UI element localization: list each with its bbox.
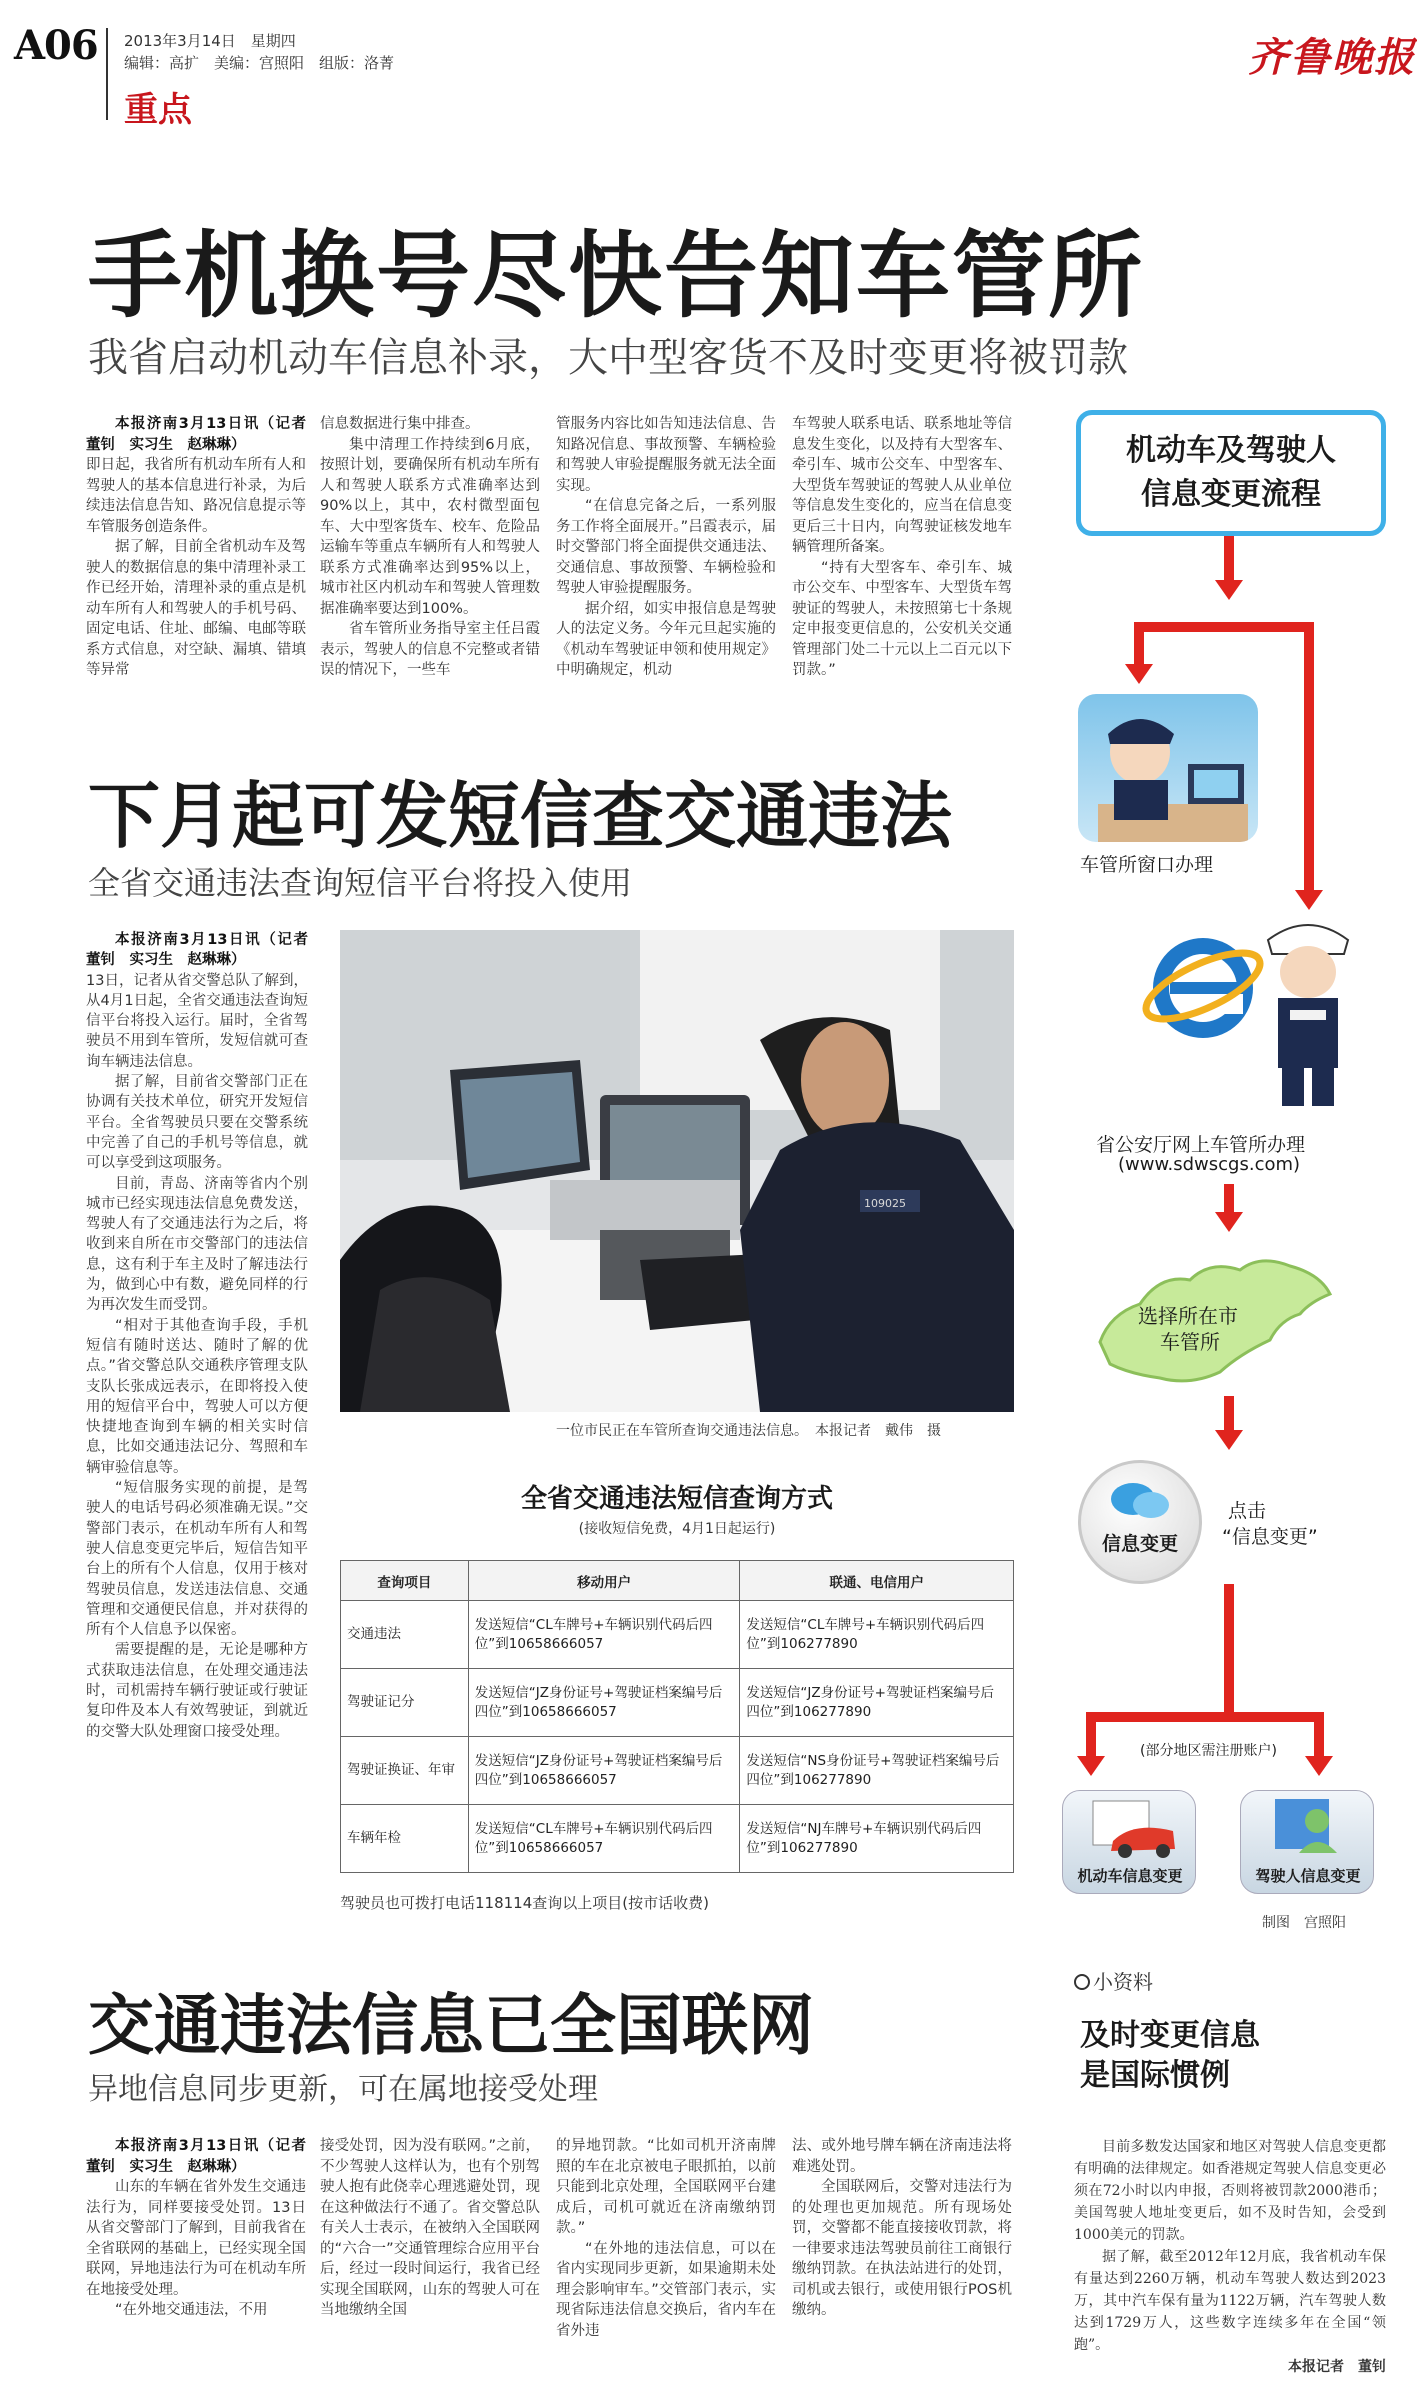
table-header-row [341, 1561, 1014, 1601]
flow-title-box [1076, 410, 1386, 536]
header-divider [106, 28, 108, 120]
table-row [341, 1805, 1014, 1873]
story2-subhead: 全省交通违法查询短信平台将投入使用 [88, 864, 633, 902]
table-cell: 发送短信“NS身份证号+驾驶证档案编号后四位”到106277890 [740, 1737, 1014, 1805]
story1-col1: 本报济南3月13日讯（记者 董钊 实习生 赵琳琳） 即日起，我省所有机动车所有人和驾驶人的基本信息进行补录，为后续违法信息告知、路况信息提示等车管服务创造条件。 据了解，目前全省机动车及驾驶人的数据信息的集中清理补录工作已经开始，清理补录的重点是机动车所有人和驾驶人的手机号码、固定电话、住址、邮编、电邮等联系方式信息，对空缺、漏填、错填等异常 [86, 416, 306, 678]
arrow-down-icon [1215, 580, 1243, 600]
table-subtitle: (接收短信免费，4月1日起运行) [578, 1521, 776, 1537]
table-cell: 驾驶证换证、年审 [341, 1737, 469, 1805]
vehicle-info-change-tile [1062, 1790, 1196, 1894]
flow-connector [1224, 536, 1234, 582]
table-cell: 发送短信“CL车牌号+车辆识别代码后四位”到10658666057 [468, 1601, 740, 1669]
story2-headline: 下月起可发短信查交通违法 [88, 774, 953, 858]
story3-col3: 的异地罚款。“比如司机开济南牌照的车在北京被电子眼抓拍，以前只能到北京处理，全国联网平台建成后，司机可就近在济南缴纳罚款。” “在外地的违法信息，可以在省内实现同步更新，如果逾期未处理会影响审车。”交管部门表示，实现省际违法信息交换后，省内车在省外违 [556, 2138, 776, 2339]
arrow-down-icon [1125, 664, 1153, 684]
story3-col1: 本报济南3月13日讯（记者 董钊 实习生 赵琳琳） 山东的车辆在省外发生交通违法行为，同样要接受处罚。13日从省交警部门了解到，目前我省在全省联网的基础上，已经实现全国联网，异地违法行为可在机动车所在地接受处理。 “在外地交通违法，不用 [86, 2138, 306, 2318]
flow-connector [1224, 1396, 1234, 1432]
table-header: 移动用户 [468, 1561, 740, 1601]
option-left-label: 机动车信息变更 [1077, 1867, 1183, 1885]
counter-service-image [1078, 694, 1258, 842]
newspaper-logo: 齐鲁晚报 [1248, 34, 1416, 81]
table-cell: 交通违法 [341, 1601, 469, 1669]
story1-subhead: 我省启动机动车信息补录，大中型客货不及时变更将被罚款 [88, 335, 1128, 381]
traffic-police-icon [1248, 910, 1368, 1110]
arrow-down-icon [1215, 1430, 1243, 1450]
click-hint-line2: “信息变更” [1222, 1526, 1318, 1548]
driver-info-change-tile [1240, 1790, 1374, 1894]
table-cell: 发送短信“CL车牌号+车辆识别代码后四位”到106277890 [740, 1601, 1014, 1669]
arrow-down-icon [1077, 1756, 1105, 1776]
story1-headline: 手机换号尽快告知车管所 [88, 222, 1145, 331]
flow-credit: 制图 宫照阳 [1262, 1915, 1346, 1931]
sidebar-title-line2: 是国际惯例 [1080, 2058, 1230, 2093]
map-label-line2: 车管所 [1160, 1330, 1220, 1354]
news-photo [340, 930, 1014, 1412]
flow-connector [1224, 1584, 1234, 1720]
arrow-down-icon [1215, 1212, 1243, 1232]
flow-connector [1134, 622, 1144, 666]
section-title: 重点 [124, 90, 192, 130]
table-cell: 车辆年检 [341, 1805, 469, 1873]
story2-text: 本报济南3月13日讯（记者 董钊 实习生 赵琳琳） 13日，记者从省交警总队了解到，从4月1日起，全省交通违法查询短信平台将投入运行。届时，全省驾驶员不用到车管所，发短信就可查询车辆违法信息。 据了解，目前省交警部门正在协调有关技术单位，研究开发短信平台。全省驾驶员只要在交警系统中完善了自己的手机号等信息，就可以享受到这项服务。 目前，青岛、济南等省内个别城市已经实现违法信息免费发送，驾驶人有了交通违法行为之后，将收到来自所在市交警部门的违法信息，这有利于车主及时了解违法行为，做到心中有数，避免同样的行为再次发生而受罚。 “相对于其他查询手段，手机短信有随时送达、随时了解的优点。”省交警总队交通秩序管理支队支队长张成远表示，在即将投入使用的短信平台中，驾驶人可以方便快捷地查询到车辆的相关实时信息，比如交通违法记分、驾照和车辆审验信息等。 “短信服务实现的前提，是驾驶人的电话号码必须准确无误。”交警部门表示，在机动车所有人和驾驶人信息变更完毕后，短信告知平台上的所有个人信息，仅用于核对驾驶员信息，发送违法信息、交通管理和交通便民信息，并对获得的所有个人信息予以保密。 需要提醒的是，无论是哪种方式获取违法信息，在处理交通违法时，司机需持车辆行驶证或行驶证复印件及本人有效驾驶证，到就近的交警大队处理窗口接受处理。 [86, 932, 308, 1740]
story1-col4: 车驾驶人联系电话、联系地址等信息发生变化，以及持有大型客车、牵引车、城市公交车、中型客车、大型货车驾驶证的驾驶人从业单位等信息发生变化的，应当在信息变更后三十日内，向驾驶证核发地车辆管理所备案。 “持有大型客车、牵引车、城市公交车、中型客车、大型货车驾驶证的驾驶人，未按照第七十条规定申报变更信息的，公安机关交通管理部门处二十元以上二百元以下罚款。” [792, 416, 1012, 678]
photo-badge-number: 109025 [864, 1197, 906, 1210]
photo-illustration [340, 930, 1014, 1412]
table-row [341, 1601, 1014, 1669]
issue-date: 2013年3月14日 星期四 [124, 32, 296, 50]
sidebar-credit: 本报记者 董钊 [1288, 2359, 1386, 2375]
sms-query-table [340, 1560, 1014, 1873]
table-note: 驾驶员也可拨打电话118114查询以上项目(按市话收费) [340, 1894, 709, 1912]
story3-col4: 法、或外地号牌车辆在济南违法将难逃处罚。 全国联网后，交警对违法行为的处理也更加规范。所有现场处罚，交警都不能直接接收罚款，将一律要求违法驾驶员前往工商银行缴纳罚款。在执法站进行的处罚，司机或去银行，或使用银行POS机缴纳。 [792, 2138, 1012, 2318]
flow-connector [1086, 1712, 1096, 1758]
sidebar-body: 目前多数发达国家和地区对驾驶人信息变更都有明确的法律规定。如香港规定驾驶人信息变更必须在72小时以内申报，否则将被罚款2000港币；美国驾驶人地址变更后，如不及时告知，会受到1000美元的罚款。 据了解，截至2012年12月底，我省机动车保有量达到2260万辆，机动车驾驶人数达到2023万，其中汽车保有量为1122万辆，汽车驾驶人数达到1729万人，这些数字连续多年在全国“领跑”。 本报记者 董钊 [1074, 2136, 1386, 2378]
table-row [341, 1737, 1014, 1805]
flow-connector [1314, 1712, 1324, 1758]
flow-connector [1304, 622, 1314, 892]
flow-title-line2: 信息变更流程 [1141, 477, 1321, 512]
flow-connector [1134, 622, 1314, 632]
info-change-label: 信息变更 [1101, 1533, 1178, 1555]
register-note: (部分地区需注册账户) [1140, 1743, 1277, 1759]
story3-col2: 接受处罚，因为没有联网。”之前，不少驾驶人这样认为，也有个别驾驶人抱有此侥幸心理逃避处罚，现在这种做法行不通了。省交警总队有关人士表示，在被纳入全国联网的“六合一”交通管理综合应用平台后，经过一段时间运行，我省已经实现全国联网，山东的驾驶人可在当地缴纳全国 [320, 2138, 540, 2318]
table-cell: 发送短信“CL车牌号+车辆识别代码后四位”到10658666057 [468, 1805, 740, 1873]
table-cell: 发送短信“JZ身份证号+驾驶证档案编号后四位”到106277890 [740, 1669, 1014, 1737]
info-change-icon [1078, 1460, 1202, 1584]
circle-icon [1074, 1974, 1090, 1990]
editor-credits: 编辑：高扩 美编：宫照阳 组版：洛菁 [124, 54, 395, 72]
branch-left-label: 车管所窗口办理 [1080, 854, 1214, 876]
flow-connector [1224, 1184, 1234, 1214]
table-cell: 发送短信“JZ身份证号+驾驶证档案编号后四位”到10658666057 [468, 1737, 740, 1805]
table-row [341, 1669, 1014, 1737]
table-cell: 驾驶证记分 [341, 1669, 469, 1737]
page-code: A06 [14, 22, 98, 69]
table-header: 查询项目 [341, 1561, 469, 1601]
sidebar-tag: 小资料 [1074, 1966, 1153, 1995]
story1-col2: 信息数据进行集中排查。 集中清理工作持续到6月底，按照计划，要确保所有机动车所有人和驾驶人联系方式准确率达到90%以上，其中，农村微型面包车、大中型客货车、校车、危险品运输车等重点车辆所有人和驾驶人联系方式准确率达到95%以上，城市社区内机动车和驾驶人管理数据准确率要达到100%。 省车管所业务指导室主任吕霞表示，驾驶人的信息不完整或者错误的情况下，一些车 [320, 416, 540, 678]
sidebar-title-line1: 及时变更信息 [1080, 2018, 1260, 2053]
table-cell: 发送短信“NJ车牌号+车辆识别代码后四位”到106277890 [740, 1805, 1014, 1873]
option-right-label: 驾驶人信息变更 [1255, 1867, 1361, 1885]
arrow-down-icon [1295, 890, 1323, 910]
flow-connector [1086, 1712, 1324, 1722]
map-label-line1: 选择所在市 [1138, 1304, 1238, 1328]
table-title: 全省交通违法短信查询方式 [520, 1484, 833, 1514]
story3-subhead: 异地信息同步更新，可在属地接受处理 [88, 2072, 598, 2107]
click-hint-line1: 点击 [1228, 1500, 1267, 1522]
table-header: 联通、电信用户 [740, 1561, 1014, 1601]
photo-caption: 一位市民正在车管所查询交通违法信息。 本报记者 戴伟 摄 [556, 1423, 941, 1439]
page-header [0, 0, 1417, 130]
story1-col3: 管服务内容比如告知违法信息、告知路况信息、事故预警、车辆检验和驾驶人审验提醒服务就无法全面实现。 “在信息完备之后，一系列服务工作将全面展开。”吕霞表示，届时交警部门将全面提供交通违法、交通信息、事故预警、车辆检验和驾驶人审验提醒服务。 据介绍，如实申报信息是驾驶人的法定义务。今年元旦起实施的《机动车驾驶证申领和使用规定》中明确规定，机动 [556, 416, 776, 678]
table-cell: 发送短信“JZ身份证号+驾驶证档案编号后四位”到10658666057 [468, 1669, 740, 1737]
arrow-down-icon [1305, 1756, 1333, 1776]
story3-headline: 交通违法信息已全国联网 [88, 1987, 814, 2064]
website-url: (www.sdwscgs.com) [1118, 1154, 1301, 1175]
flow-title-line1: 机动车及驾驶人 [1126, 433, 1336, 468]
branch-right-label: 省公安厅网上车管所办理 [1096, 1134, 1306, 1156]
